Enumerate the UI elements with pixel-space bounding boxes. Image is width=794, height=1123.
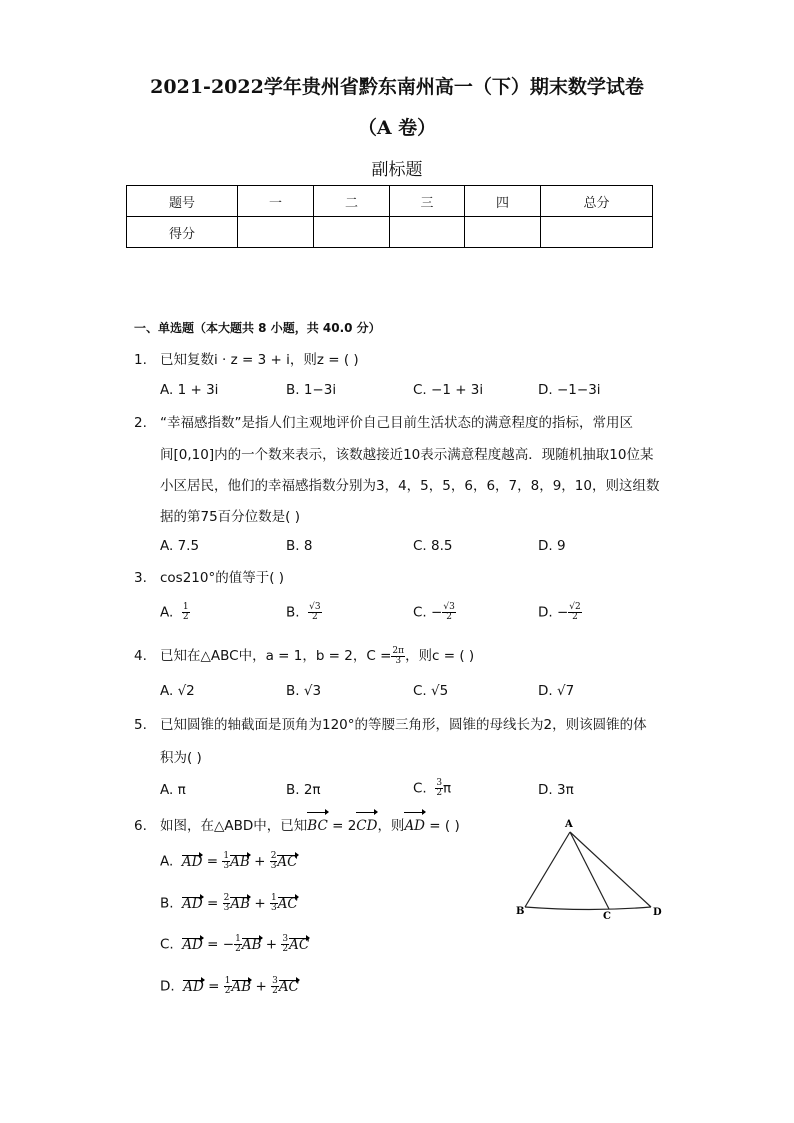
score-table-header-row xyxy=(127,186,653,217)
score-table xyxy=(126,185,653,248)
option-b[interactable]: B. 2π xyxy=(286,782,321,798)
vector-ad: AD xyxy=(182,895,203,912)
pi-symbol: π xyxy=(443,780,452,797)
vector-ab: AB xyxy=(231,978,252,995)
fraction-numerator: 3 xyxy=(272,976,278,986)
fraction-denominator: 2 xyxy=(436,788,443,798)
question-3 xyxy=(134,563,664,593)
fraction-numerator: 1 xyxy=(235,934,241,944)
subtitle: 副标题 xyxy=(371,160,423,180)
vector-ad: AD xyxy=(182,936,203,953)
table-cell: 总分 xyxy=(541,186,653,217)
option-a[interactable]: A. 7.5 xyxy=(160,538,200,554)
fraction-denominator: 3 xyxy=(223,903,230,913)
option-label: D. xyxy=(538,604,553,621)
score-table-score-row xyxy=(127,217,653,248)
table-cell: 得分 xyxy=(127,217,238,248)
fraction-denominator: 2 xyxy=(182,612,189,622)
vertex-label-d: D xyxy=(653,907,662,918)
exam-title-line2: （A 卷） xyxy=(357,117,437,139)
question-4 xyxy=(134,641,664,671)
option-b[interactable]: B. √3 xyxy=(286,683,322,699)
score-cell[interactable] xyxy=(465,217,541,248)
fraction-numerator: 3 xyxy=(436,778,443,788)
question-stem-line: 间[0,10]内的一个数来表示，该数越接近10表示满意程度越高．现随机抽取10位某 xyxy=(160,447,654,463)
question-stem-end: = ( ) xyxy=(425,818,460,834)
question-stem: 已知复数i · z = 3 + i，则z = ( ) xyxy=(160,352,359,368)
option-c[interactable]: C. √5 xyxy=(413,683,449,699)
fraction-denominator: 2 xyxy=(272,986,278,996)
option-label: A. xyxy=(160,604,174,621)
vector-bc: BC xyxy=(307,811,328,841)
fraction xyxy=(281,935,289,954)
fraction-numerator: 1 xyxy=(224,976,231,986)
fraction xyxy=(308,603,321,622)
fraction-numerator: √2 xyxy=(569,602,581,612)
fraction-numerator: 1 xyxy=(223,851,230,861)
fraction xyxy=(182,603,190,622)
vector-ab: AB xyxy=(230,853,250,870)
option-label: B. xyxy=(160,895,174,912)
table-cell: 一 xyxy=(238,186,314,217)
vertex-label-a: A xyxy=(565,819,573,830)
exam-title-line1: 2021-2022学年贵州省黔东南州高一（下）期末数学试卷 xyxy=(150,76,644,98)
fraction-numerator: 3 xyxy=(282,934,289,944)
side-ab xyxy=(525,832,570,907)
option-c[interactable]: C. AD = − $\frac{1}{2}$ AB + $\frac{3}{2}$ AC xyxy=(160,934,310,954)
option-a[interactable]: A. AD = $\frac{1}{3}$ AB + $\frac{2}{3}$ AC xyxy=(160,851,298,871)
fraction xyxy=(442,603,455,622)
question-number: 4. xyxy=(134,648,147,664)
question-number: 3. xyxy=(134,570,147,586)
question-stem-line: 积为( ) xyxy=(160,750,202,766)
triangle-figure xyxy=(515,818,675,923)
table-cell: 题号 xyxy=(127,186,238,217)
fraction-denominator: 2 xyxy=(312,612,318,622)
fraction-denominator: 2 xyxy=(572,612,578,622)
vector-cd: CD xyxy=(356,811,377,841)
table-cell: 二 xyxy=(314,186,390,217)
score-cell[interactable] xyxy=(238,217,314,248)
option-label: D. xyxy=(160,978,175,995)
vector-ab: AB xyxy=(230,895,251,912)
option-a[interactable]: A. 1 + 3i xyxy=(160,382,219,398)
question-stem-line: 据的第75百分位数是( ) xyxy=(160,509,301,525)
fraction-numerator: √3 xyxy=(309,602,321,612)
vector-ad: AD xyxy=(404,811,425,841)
option-d[interactable]: D. 3π xyxy=(538,782,574,798)
fraction-denominator: 2 xyxy=(224,986,231,996)
vertex-label-b: B xyxy=(516,906,525,917)
option-c[interactable] xyxy=(413,603,456,622)
fraction xyxy=(234,935,242,954)
question-stem-line: “幸福感指数”是指人们主观地评价自己目前生活状态的满意程度的指标，常用区 xyxy=(160,415,633,431)
fraction-denominator: 3 xyxy=(270,903,277,913)
fraction-numerator: 1 xyxy=(270,893,277,903)
fraction-numerator: 1 xyxy=(182,602,189,612)
side-ac xyxy=(570,832,609,909)
fraction xyxy=(270,894,278,913)
option-label: C. xyxy=(413,604,427,621)
option-d[interactable]: D. √7 xyxy=(538,683,575,699)
minus-sign: − xyxy=(431,604,443,621)
option-c[interactable] xyxy=(413,779,451,798)
option-a[interactable]: A. √2 xyxy=(160,683,195,699)
fraction-denominator: 2 xyxy=(235,944,241,954)
vector-ac: AC xyxy=(278,978,299,995)
option-c[interactable]: C. −1 + 3i xyxy=(413,382,484,398)
question-number: 5. xyxy=(134,717,147,733)
fraction xyxy=(568,603,581,622)
question-stem-line: 小区居民，他们的幸福感指数分别为3，4，5，5，6，6，7，8，9，10，则这组数 xyxy=(160,478,660,494)
question-number: 6. xyxy=(134,818,147,834)
fraction-denominator: 3 xyxy=(395,655,402,666)
option-label: C. xyxy=(413,780,427,797)
vertex-label-c: C xyxy=(603,911,611,922)
table-cell: 三 xyxy=(390,186,465,217)
section-heading: 一、单选题（本大题共 8 小题，共 40.0 分） xyxy=(134,321,381,335)
option-a[interactable] xyxy=(160,603,190,622)
question-stem: 如图，在△ABD中，已知 xyxy=(160,818,308,834)
option-a[interactable]: A. π xyxy=(160,782,186,798)
fraction xyxy=(271,977,279,996)
option-d[interactable]: D. 9 xyxy=(538,538,566,554)
option-b[interactable]: B. 8 xyxy=(286,538,313,554)
vector-ac: AC xyxy=(277,853,298,870)
question-number: 2. xyxy=(134,415,147,431)
score-cell[interactable] xyxy=(390,217,465,248)
question-stem-line: 已知圆锥的轴截面是顶角为120°的等腰三角形，圆锥的母线长为2，则该圆锥的体 xyxy=(160,717,647,733)
option-c[interactable]: C. 8.5 xyxy=(413,538,453,554)
fraction-numerator: 2 xyxy=(270,851,277,861)
vector-ac: AC xyxy=(277,895,298,912)
fraction-numerator: 2π xyxy=(392,645,405,656)
question-5 xyxy=(134,710,664,740)
minus-sign: − xyxy=(222,936,235,953)
fraction-denominator: 2 xyxy=(446,612,452,622)
minus-sign: − xyxy=(556,604,569,621)
fraction-numerator: √3 xyxy=(443,602,455,612)
question-stem-end: ，则c = ( ) xyxy=(405,648,475,664)
side-ad xyxy=(570,832,651,907)
fraction xyxy=(222,852,230,871)
question-1 xyxy=(134,345,664,375)
table-cell: 四 xyxy=(465,186,541,217)
fraction xyxy=(391,647,405,666)
option-b[interactable] xyxy=(286,603,322,622)
option-d[interactable]: D. AD = $\frac{1}{2}$ AB + $\frac{3}{2}$ AC xyxy=(160,976,299,996)
question-6 xyxy=(134,811,494,841)
option-b[interactable]: B. 1−3i xyxy=(286,382,337,398)
fraction xyxy=(224,977,232,996)
question-2 xyxy=(134,408,664,438)
question-stem-part: ，则 xyxy=(377,818,405,834)
option-d[interactable] xyxy=(538,603,582,622)
side-bd xyxy=(525,907,651,910)
option-b[interactable]: B. AD = $\frac{2}{3}$ AB + $\frac{1}{3}$ AC xyxy=(160,893,298,913)
vector-ad: AD xyxy=(183,978,204,995)
question-stem: 已知在△ABC中，a = 1，b = 2，C = xyxy=(160,648,392,664)
fraction-denominator: 2 xyxy=(282,944,289,954)
vector-ad: AD xyxy=(181,853,203,870)
score-cell[interactable] xyxy=(314,217,390,248)
fraction-denominator: 3 xyxy=(270,861,277,871)
question-stem: cos210°的值等于( ) xyxy=(160,570,285,586)
fraction-denominator: 3 xyxy=(223,861,230,871)
fraction-numerator: 2 xyxy=(223,893,230,903)
question-number: 1. xyxy=(134,352,147,368)
fraction xyxy=(435,779,443,798)
option-d[interactable]: D. −1−3i xyxy=(538,382,601,398)
option-label: C. xyxy=(160,936,174,953)
vector-ac: AC xyxy=(289,936,310,953)
option-label: B. xyxy=(286,604,300,621)
score-cell[interactable] xyxy=(541,217,653,248)
vector-ab: AB xyxy=(241,936,262,953)
equals-two: = 2 xyxy=(327,818,357,834)
option-label: A. xyxy=(160,853,174,870)
